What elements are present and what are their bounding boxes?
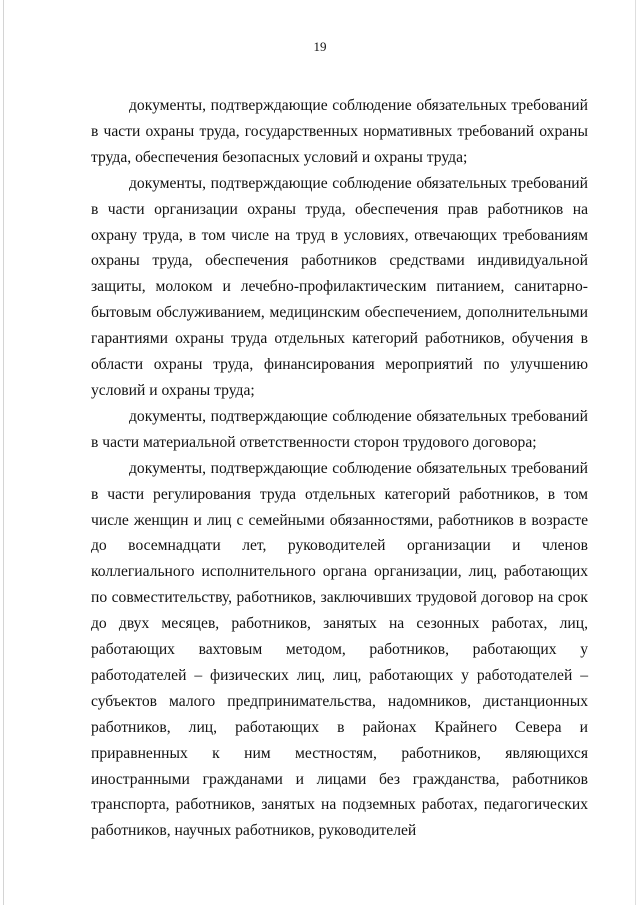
scan-edge-right [635,0,636,905]
paragraph-special-categories: документы, подтверждающие соблюдение обязательных требований в части регулирования труда отдельных категорий работников, в том числе женщин и лиц с семейными обязанностями, работников в возрасте до восемнадцати лет, руководителей организации и членов коллегиального исполнительного органа организации, лиц, работающих по совместительству, работников, заключивших трудовой договор на срок до двух месяцев, работников, занятых на сезонных работах, лиц, работающих вахтовым методом, работников, работающих у работодателей – физических лиц, лиц, работающих у работодателей – субъектов малого предпринимательства, надомников, дистанционных работников, лиц, работающих в районах Крайнего Севера и приравненных к ним местностям, работников, являющихся иностранными гражданами и лицами без гражданства, работников транспорта, работников, занятых на подземных работах, педагогических работников, научных работников, руководителей [91,459,588,840]
paragraph-labor-protection-organization: документы, подтверждающие соблюдение обязательных требований в части организации охраны труда, обеспечения прав работников на охрану труда, в том числе на труд в условиях, отвечающих требованиям охраны труда, обеспечения работников средствами индивидуальной защиты, молоком и лечебно-профилактическим питанием, санитарно-бытовым обслуживанием, медицинским обеспечением, дополнительными гарантиями охраны труда отдельных категорий работников, обучения в области охраны труда, финансирования мероприятий по улучшению условий и охраны труда; [91,174,588,399]
body-text [91,93,588,844]
paragraph-material-liability: документы, подтверждающие соблюдение обязательных требований в части материальной ответственности сторон трудового договора; [91,407,588,451]
paragraph-labor-protection: документы, подтверждающие соблюдение обязательных требований в части охраны труда, государственных нормативных требований охраны труда, обеспечения безопасных условий и охраны труда; [91,97,588,166]
scan-edge-left [3,0,4,905]
page-number: 19 [313,39,327,54]
